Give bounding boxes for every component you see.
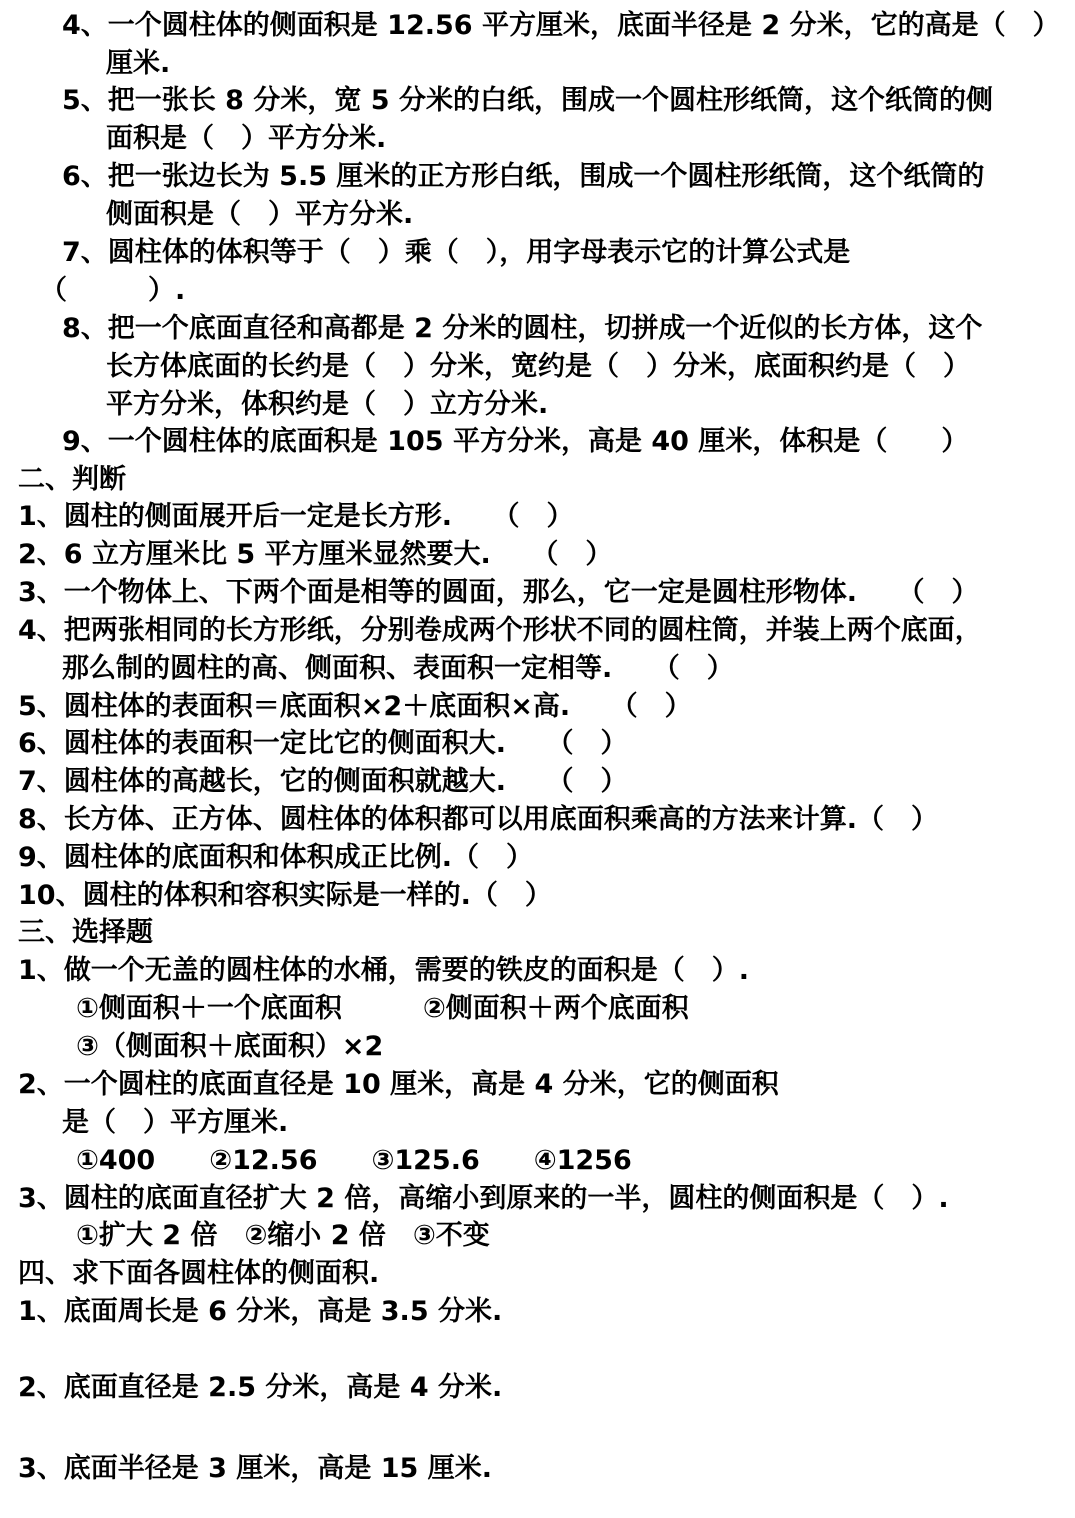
question-line: 9、圆柱体的底面积和体积成正比例.（ ） xyxy=(18,842,534,873)
question-line: 那么制的圆柱的高、侧面积、表面积一定相等. （ ） xyxy=(62,653,734,684)
question-line: 6、圆柱体的表面积一定比它的侧面积大. （ ） xyxy=(18,728,628,759)
option-line: ③（侧面积＋底面积）×2 xyxy=(76,1031,384,1062)
question-line: 3、圆柱的底面直径扩大 2 倍，高缩小到原来的一半，圆柱的侧面积是（ ）. xyxy=(18,1183,949,1214)
question-line: 厘米. xyxy=(106,48,171,79)
question-line: 10、圆柱的体积和容积实际是一样的.（ ） xyxy=(18,880,552,911)
question-line: 平方分米，体积约是（ ）立方分米. xyxy=(106,389,549,420)
question-line: 是（ ）平方厘米. xyxy=(62,1107,289,1138)
section-heading: 二、判断 xyxy=(18,464,126,495)
section-heading: 三、选择题 xyxy=(18,917,153,948)
question-line: 5、圆柱体的表面积＝底面积×2＋底面积×高. （ ） xyxy=(18,691,692,722)
option-line: ①扩大 2 倍 ②缩小 2 倍 ③不变 xyxy=(76,1220,490,1251)
question-line: 8、把一个底面直径和高都是 2 分米的圆柱，切拼成一个近似的长方体，这个 xyxy=(62,313,983,344)
question-line: 1、圆柱的侧面展开后一定是长方形. （ ） xyxy=(18,501,574,532)
question-line: 4、把两张相同的长方形纸，分别卷成两个形状不同的圆柱筒，并装上两个底面， xyxy=(18,615,982,646)
question-line: 1、底面周长是 6 分米，高是 3.5 分米. xyxy=(18,1296,503,1327)
option-line: ①400 ②12.56 ③125.6 ④1256 xyxy=(76,1145,632,1176)
question-line: 6、把一张边长为 5.5 厘米的正方形白纸，围成一个圆柱形纸筒，这个纸筒的 xyxy=(62,161,985,192)
question-line: 面积是（ ）平方分米. xyxy=(106,123,387,154)
question-line: 3、底面半径是 3 厘米，高是 15 厘米. xyxy=(18,1453,493,1484)
question-line: 侧面积是（ ）平方分米. xyxy=(106,199,414,230)
question-line: 2、一个圆柱的底面直径是 10 厘米，高是 4 分米，它的侧面积 xyxy=(18,1069,779,1100)
question-line: 9、一个圆柱体的底面积是 105 平方分米，高是 40 厘米，体积是（ ） xyxy=(62,426,969,457)
question-line: 长方体底面的长约是（ ）分米，宽约是（ ）分米，底面积约是（ ） xyxy=(106,351,970,382)
question-line: （ ）. xyxy=(40,275,186,306)
section-heading: 四、求下面各圆柱体的侧面积. xyxy=(18,1258,380,1289)
question-line: 7、圆柱体的高越长，它的侧面积就越大. （ ） xyxy=(18,766,628,797)
question-line: 2、6 立方厘米比 5 平方厘米显然要大. （ ） xyxy=(18,539,613,570)
question-line: 1、做一个无盖的圆柱体的水桶，需要的铁皮的面积是（ ）. xyxy=(18,955,750,986)
question-line: 4、一个圆柱体的侧面积是 12.56 平方厘米，底面半径是 2 分米，它的高是（ ） xyxy=(62,10,1060,41)
question-line: 7、圆柱体的体积等于（ ）乘（ ），用字母表示它的计算公式是 xyxy=(62,237,851,268)
question-line: 3、一个物体上、下两个面是相等的圆面，那么，它一定是圆柱形物体. （ ） xyxy=(18,577,979,608)
question-line: 2、底面直径是 2.5 分米，高是 4 分米. xyxy=(18,1372,503,1403)
option-line: ①侧面积＋一个底面积 ②侧面积＋两个底面积 xyxy=(76,993,689,1024)
question-line: 8、长方体、正方体、圆柱体的体积都可以用底面积乘高的方法来计算.（ ） xyxy=(18,804,939,835)
question-line: 5、把一张长 8 分米，宽 5 分米的白纸，围成一个圆柱形纸筒，这个纸筒的侧 xyxy=(62,85,993,116)
